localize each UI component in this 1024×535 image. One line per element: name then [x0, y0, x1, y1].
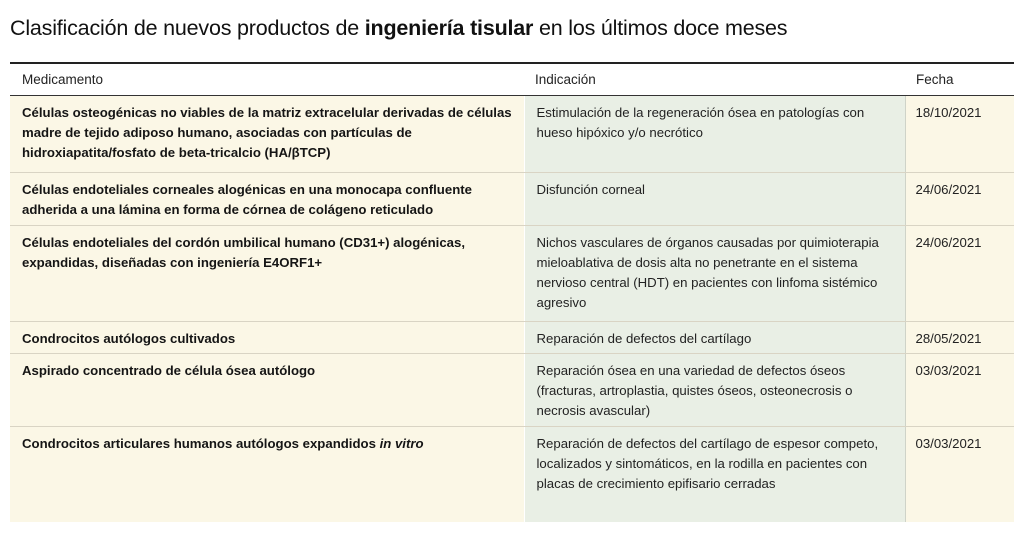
table-row [10, 321, 1014, 353]
table-row [10, 426, 1014, 522]
cell-fecha: 28/05/2021 [905, 321, 1014, 353]
cell-medicamento: Células osteogénicas no viables de la matriz extracelular derivadas de células madre de tejido adiposo humano, asociadas con partículas de hidroxiapatita/fosfato de beta-tricalcio (HA/βTCP) [10, 96, 524, 172]
cell-medicamento: Condrocitos autólogos cultivados [10, 321, 524, 353]
cell-fecha: 24/06/2021 [905, 172, 1014, 225]
cell-medicamento: Aspirado concentrado de célula ósea autólogo [10, 353, 524, 426]
cell-indicacion: Reparación de defectos del cartílago de espesor competo, localizados y sintomáticos, en la rodilla en pacientes con placas de crecimiento epifisario cerradas [524, 426, 905, 522]
cell-medicamento: Células endoteliales del cordón umbilical humano (CD31+) alogénicas, expandidas, diseñadas con ingeniería E4ORF1+ [10, 225, 524, 321]
table-header [10, 62, 1014, 96]
cell-fecha: 24/06/2021 [905, 225, 1014, 321]
table-row [10, 225, 1014, 321]
cell-indicacion: Reparación de defectos del cartílago [524, 321, 905, 353]
cell-medicamento [10, 426, 524, 522]
table-row [10, 353, 1014, 426]
cell-fecha: 03/03/2021 [905, 353, 1014, 426]
products-table [10, 96, 1014, 522]
header-indicacion: Indicación [535, 72, 596, 87]
title-prefix: Clasificación de nuevos productos de [10, 16, 359, 40]
title-emphasis: ingeniería tisular [364, 16, 534, 40]
cell-indicacion: Estimulación de la regeneración ósea en patologías con hueso hipóxico y/o necrótico [524, 96, 905, 172]
cell-fecha: 18/10/2021 [905, 96, 1014, 172]
header-fecha: Fecha [916, 72, 954, 87]
cell-indicacion: Reparación ósea en una variedad de defectos óseos (fracturas, artroplastia, quistes óseos, osteonecrosis o necrosis avascular) [524, 353, 905, 426]
title-suffix: en los últimos doce meses [538, 16, 788, 40]
cell-medicamento-italic: in vitro [379, 435, 424, 451]
cell-indicacion: Disfunción corneal [524, 172, 905, 225]
header-medicamento: Medicamento [22, 72, 104, 87]
cell-medicamento-text: Condrocitos articulares humanos autólogos expandidos [22, 435, 376, 451]
table-row [10, 96, 1014, 172]
page-title [10, 14, 787, 42]
cell-medicamento: Células endoteliales corneales alogénicas en una monocapa confluente adherida a una lámina en forma de córnea de colágeno reticulado [10, 172, 524, 225]
cell-indicacion: Nichos vasculares de órganos causadas por quimioterapia mieloablativa de dosis alta no penetrante en el sistema nervioso central (HDT) en pacientes con linfoma sistémico agresivo [524, 225, 905, 321]
table-row [10, 172, 1014, 225]
cell-fecha: 03/03/2021 [905, 426, 1014, 522]
